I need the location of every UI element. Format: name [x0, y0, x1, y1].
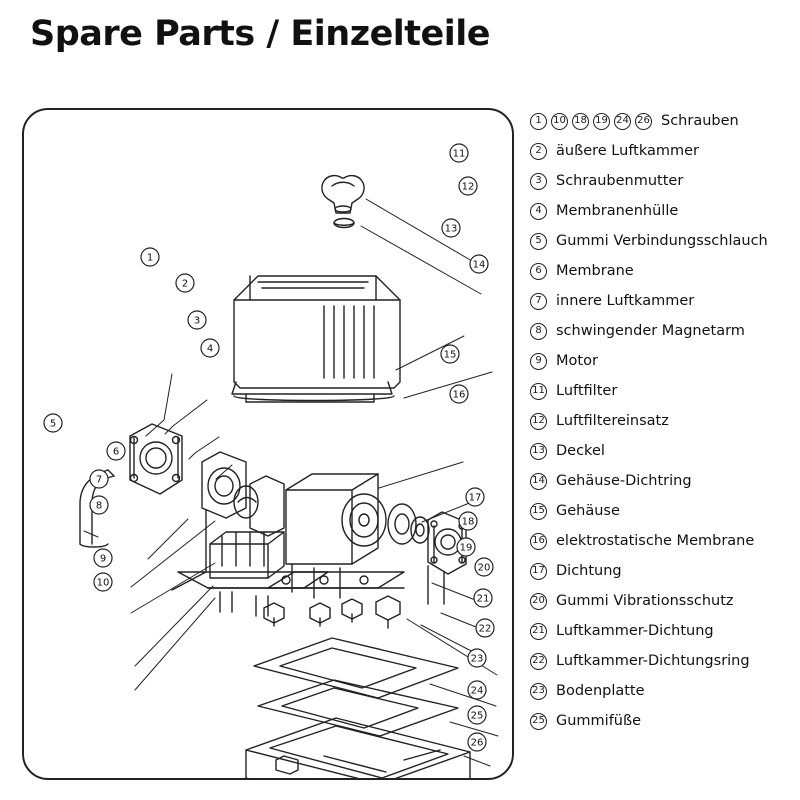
- callout-label: 10: [96, 577, 110, 589]
- legend-row: [530, 616, 798, 646]
- callout-label: 4: [206, 343, 214, 355]
- callout-25: [468, 706, 486, 724]
- callout-21: [474, 589, 492, 607]
- legend-number-badge: 19: [593, 113, 610, 130]
- callout-label: 17: [468, 492, 482, 504]
- legend-label: Gummi Vibrationsschutz: [556, 593, 734, 609]
- legend-row: [530, 256, 798, 286]
- legend-label: äußere Luftkammer: [556, 143, 700, 159]
- callout-label: 22: [478, 623, 492, 635]
- callout-12: [459, 177, 477, 195]
- legend-label: Motor: [556, 353, 598, 369]
- legend-row: [530, 646, 798, 676]
- legend-row: [530, 376, 798, 406]
- right-chamber-assembly: [388, 504, 466, 604]
- legend-label: Gehäuse-Dichtring: [556, 473, 692, 489]
- callout-7: [90, 470, 108, 488]
- legend-number-badge: 26: [635, 113, 652, 130]
- legend-number-badge: 11: [530, 383, 547, 400]
- parts-legend: [530, 106, 798, 736]
- legend-row: [530, 196, 798, 226]
- legend-numbers: [530, 323, 551, 340]
- callout-label: 7: [95, 474, 103, 486]
- callout-13: [442, 219, 460, 237]
- legend-number-badge: 1: [530, 113, 547, 130]
- legend-label: schwingender Magnetarm: [556, 323, 745, 339]
- callout-22: [476, 619, 494, 637]
- callout-15: [441, 345, 459, 363]
- legend-number-badge: 15: [530, 503, 547, 520]
- callout-label: 6: [112, 446, 120, 458]
- callout-19: [457, 538, 475, 556]
- legend-label: Gummifüße: [556, 713, 642, 729]
- legend-label: Membranenhülle: [556, 203, 679, 219]
- legend-numbers: [530, 563, 551, 580]
- legend-numbers: [530, 173, 551, 190]
- legend-label: Luftkammer-Dichtungsring: [556, 653, 750, 669]
- legend-label: Gummi Verbindungsschlauch: [556, 233, 768, 249]
- legend-label: Deckel: [556, 443, 605, 459]
- legend-numbers: [530, 503, 551, 520]
- legend-numbers: [530, 623, 551, 640]
- callout-label: 11: [452, 148, 466, 160]
- legend-numbers: [530, 293, 551, 310]
- callout-label: 21: [476, 593, 490, 605]
- legend-row: [530, 526, 798, 556]
- legend-numbers: [530, 383, 551, 400]
- callout-16: [450, 385, 468, 403]
- legend-label: elektrostatische Membrane: [556, 533, 755, 549]
- callout-label: 20: [477, 562, 491, 574]
- legend-number-badge: 20: [530, 593, 547, 610]
- legend-row: [530, 496, 798, 526]
- callout-label: 3: [193, 315, 201, 327]
- legend-label: Schrauben: [661, 113, 739, 129]
- callout-18: [459, 512, 477, 530]
- callout-label: 5: [49, 418, 57, 430]
- legend-row: [530, 586, 798, 616]
- callout-6: [107, 442, 125, 460]
- legend-number-badge: 3: [530, 173, 547, 190]
- legend-label: Gehäuse: [556, 503, 620, 519]
- callout-label: 14: [472, 259, 486, 271]
- callout-label: 26: [470, 737, 484, 749]
- legend-number-badge: 18: [572, 113, 589, 130]
- legend-label: Luftfilter: [556, 383, 618, 399]
- legend-row: [530, 286, 798, 316]
- callout-label: 1: [146, 252, 154, 264]
- legend-number-badge: 25: [530, 713, 547, 730]
- callout-label: 8: [95, 500, 103, 512]
- legend-number-badge: 14: [530, 473, 547, 490]
- callout-4: [201, 339, 219, 357]
- legend-numbers: [530, 413, 551, 430]
- legend-label: Bodenplatte: [556, 683, 645, 699]
- legend-row: [530, 436, 798, 466]
- callout-5: [44, 414, 62, 432]
- legend-label: Membrane: [556, 263, 634, 279]
- legend-row: [530, 166, 798, 196]
- cover-group: [232, 276, 400, 402]
- legend-numbers: [530, 533, 551, 550]
- legend-number-badge: 2: [530, 143, 547, 160]
- legend-label: Luftfiltereinsatz: [556, 413, 669, 429]
- legend-number-badge: 10: [551, 113, 568, 130]
- page-title: Spare Parts / Einzelteile: [30, 14, 490, 54]
- callout-10: [94, 573, 112, 591]
- callout-26: [468, 733, 486, 751]
- legend-number-badge: 12: [530, 413, 547, 430]
- legend-number-badge: 17: [530, 563, 547, 580]
- legend-number-badge: 21: [530, 623, 547, 640]
- vibration-dampers: [220, 592, 400, 628]
- legend-numbers: [530, 473, 551, 490]
- legend-numbers: [530, 593, 551, 610]
- legend-numbers: [530, 683, 551, 700]
- callout-label: 16: [452, 389, 466, 401]
- legend-numbers: [530, 233, 551, 250]
- legend-numbers: [530, 713, 551, 730]
- callout-1: [141, 248, 159, 266]
- legend-number-badge: 22: [530, 653, 547, 670]
- leader-lines: [84, 199, 498, 778]
- housing-gasket: [234, 396, 394, 401]
- legend-numbers: [530, 653, 551, 670]
- callout-label: 18: [461, 516, 475, 528]
- callout-9: [94, 549, 112, 567]
- callout-label: 15: [443, 349, 457, 361]
- legend-number-badge: 16: [530, 533, 547, 550]
- callout-label: 12: [461, 181, 475, 193]
- legend-number-badge: 9: [530, 353, 547, 370]
- callout-8: [90, 496, 108, 514]
- callout-2: [176, 274, 194, 292]
- legend-numbers: [530, 353, 551, 370]
- legend-number-badge: 23: [530, 683, 547, 700]
- callout-label: 19: [459, 542, 473, 554]
- legend-number-badge: 13: [530, 443, 547, 460]
- callout-label: 25: [470, 710, 484, 722]
- legend-number-badge: 8: [530, 323, 547, 340]
- exploded-view-panel: [22, 108, 514, 780]
- legend-label: innere Luftkammer: [556, 293, 695, 309]
- callout-label: 9: [99, 553, 107, 565]
- legend-numbers: [530, 443, 551, 460]
- legend-label: Luftkammer-Dichtung: [556, 623, 714, 639]
- legend-row: [530, 406, 798, 436]
- legend-numbers: [530, 143, 551, 160]
- legend-label: Dichtung: [556, 563, 622, 579]
- callout-17: [466, 488, 484, 506]
- legend-numbers: [530, 263, 551, 280]
- legend-numbers: [530, 203, 551, 220]
- chamber-gaskets: [254, 638, 458, 736]
- legend-number-badge: 24: [614, 113, 631, 130]
- callout-label: 23: [470, 653, 484, 665]
- legend-number-badge: 6: [530, 263, 547, 280]
- callout-23: [468, 649, 486, 667]
- callout-24: [468, 681, 486, 699]
- callout-11: [450, 144, 468, 162]
- callout-label: 13: [444, 223, 458, 235]
- callout-20: [475, 558, 493, 576]
- legend-row: [530, 346, 798, 376]
- legend-row: [530, 226, 798, 256]
- legend-row: [530, 466, 798, 496]
- callout-3: [188, 311, 206, 329]
- legend-numbers: [530, 113, 656, 130]
- legend-number-badge: 4: [530, 203, 547, 220]
- legend-number-badge: 5: [530, 233, 547, 250]
- legend-row: [530, 316, 798, 346]
- legend-row: [530, 556, 798, 586]
- exploded-diagram: [24, 110, 512, 778]
- callout-14: [470, 255, 488, 273]
- legend-row: [530, 706, 798, 736]
- legend-row: [530, 676, 798, 706]
- air-filter-group: [322, 176, 364, 228]
- legend-row: [530, 136, 798, 166]
- legend-label: Schraubenmutter: [556, 173, 684, 189]
- legend-number-badge: 7: [530, 293, 547, 310]
- legend-row: [530, 106, 798, 136]
- callout-label: 2: [181, 278, 189, 290]
- callout-label: 24: [470, 685, 484, 697]
- motor-group: [286, 474, 386, 598]
